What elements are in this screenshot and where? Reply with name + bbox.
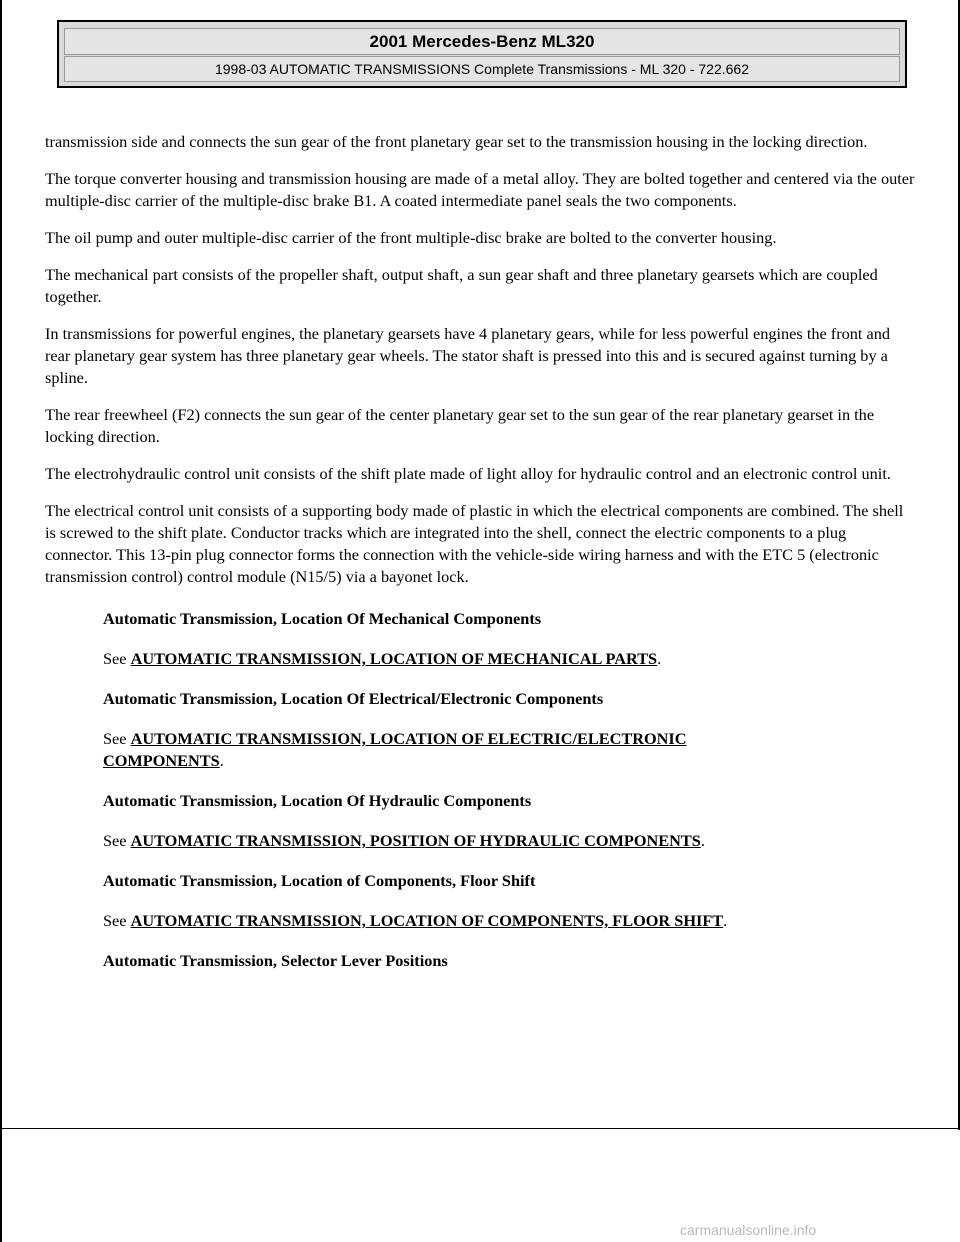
document-body: [45, 131, 915, 990]
see-reference: [103, 648, 915, 670]
link-floor-shift[interactable]: AUTOMATIC TRANSMISSION, LOCATION OF COMPONENTS, FLOOR SHIFT: [130, 911, 724, 930]
see-reference: [103, 728, 803, 772]
paragraph: The oil pump and outer multiple-disc carrier of the front multiple-disc brake are bolted to the converter housing.: [45, 228, 777, 247]
section-electrical-components: [103, 688, 915, 772]
section-title: Automatic Transmission, Location Of Hydraulic Components: [103, 791, 532, 810]
see-label: See: [103, 831, 127, 850]
section-title: Automatic Transmission, Selector Lever Positions: [103, 951, 448, 970]
section-selector-lever: [103, 950, 915, 972]
see-label: See: [103, 649, 127, 668]
header-title: 2001 Mercedes-Benz ML320: [64, 28, 900, 55]
document-header: [57, 20, 907, 88]
paragraph: The rear freewheel (F2) connects the sun gear of the center planetary gear set to the sun gear of the rear planetary gearset in the locking direction.: [45, 405, 875, 446]
period: .: [657, 649, 662, 668]
paragraph: The electrohydraulic control unit consists of the shift plate made of light alloy for hydraulic control and an electronic control unit.: [45, 464, 891, 483]
see-reference: [103, 830, 915, 852]
header-subtitle: 1998-03 AUTOMATIC TRANSMISSIONS Complete Transmissions - ML 320 - 722.662: [64, 56, 900, 82]
see-reference: [103, 910, 915, 932]
paragraph: The mechanical part consists of the propeller shaft, output shaft, a sun gear shaft and three planetary gearsets which are coupled together.: [45, 265, 878, 306]
link-electric-electronic-components[interactable]: AUTOMATIC TRANSMISSION, LOCATION OF ELECTRIC/ELECTRONIC COMPONENTS: [103, 729, 687, 770]
section-floor-shift: [103, 870, 915, 932]
section-hydraulic-components: [103, 790, 915, 852]
paragraph: In transmissions for powerful engines, the planetary gearsets have 4 planetary gears, while for less powerful engines the front and rear planetary gear system has three planetary gear wheels. The stator shaft is pressed into this and is secured against turning by a spline.: [45, 324, 891, 387]
section-mechanical-components: [103, 608, 915, 670]
page-frame-bottom: [0, 1128, 960, 1129]
see-label: See: [103, 911, 127, 930]
period: .: [700, 831, 705, 850]
paragraph: transmission side and connects the sun gear of the front planetary gear set to the transmission housing in the locking direction.: [45, 132, 868, 151]
section-title: Automatic Transmission, Location of Components, Floor Shift: [103, 871, 536, 890]
link-hydraulic-components[interactable]: AUTOMATIC TRANSMISSION, POSITION OF HYDRAULIC COMPONENTS: [130, 831, 701, 850]
watermark-text: carmanualsonline.info: [680, 1222, 817, 1238]
paragraph: The electrical control unit consists of a supporting body made of plastic in which the electrical components are combined. The shell is screwed to the shift plate. Conductor tracks which are integrated into the shell, connect the electric components to a plug connector. This 13-pin plug connector forms the connection with the vehicle-side wiring harness and with the ETC 5 (electronic transmission control) control module (N15/5) via a bayonet lock.: [45, 501, 904, 586]
section-title: Automatic Transmission, Location Of Mechanical Components: [103, 609, 542, 628]
link-mechanical-parts[interactable]: AUTOMATIC TRANSMISSION, LOCATION OF MECHANICAL PARTS: [130, 649, 658, 668]
section-title: Automatic Transmission, Location Of Electrical/Electronic Components: [103, 689, 604, 708]
period: .: [219, 751, 224, 770]
page-frame-left: [0, 0, 2, 1242]
period: .: [723, 911, 728, 930]
see-label: See: [103, 729, 127, 748]
paragraph: The torque converter housing and transmission housing are made of a metal alloy. They are bolted together and centered via the outer multiple-disc carrier of the multiple-disc brake B1. A coated intermediate panel seals the two components.: [45, 169, 915, 210]
